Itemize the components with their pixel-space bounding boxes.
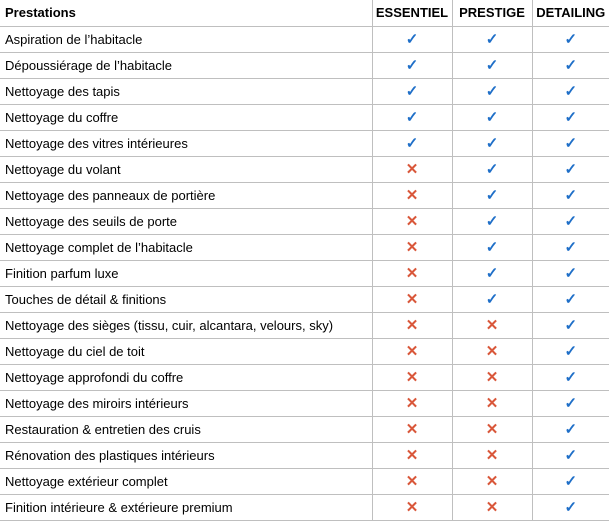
cell-essentiel: [372, 234, 452, 260]
service-label: Nettoyage du volant: [0, 156, 372, 182]
service-label: Nettoyage des sièges (tissu, cuir, alcantara, velours, sky): [0, 312, 372, 338]
cell-prestige: [452, 494, 532, 520]
table-row: [0, 104, 609, 130]
cell-prestige: [452, 364, 532, 390]
cell-detailing: [532, 442, 609, 468]
cell-prestige: [452, 78, 532, 104]
cell-prestige: [452, 104, 532, 130]
service-label: Restauration & entretien des cruis: [0, 416, 372, 442]
service-label: Nettoyage des panneaux de portière: [0, 182, 372, 208]
service-label: Nettoyage des miroirs intérieurs: [0, 390, 372, 416]
check-icon: ✓: [564, 265, 578, 282]
cell-detailing: [532, 130, 609, 156]
service-label: Dépoussiérage de l’habitacle: [0, 52, 372, 78]
service-label: Nettoyage du coffre: [0, 104, 372, 130]
table-row: [0, 416, 609, 442]
service-label: Nettoyage extérieur complet: [0, 468, 372, 494]
cell-essentiel: [372, 260, 452, 286]
cross-icon: ✕: [485, 369, 499, 386]
cross-icon: ✕: [405, 447, 419, 464]
cell-essentiel: [372, 26, 452, 52]
check-icon: ✓: [485, 265, 499, 282]
cell-prestige: [452, 312, 532, 338]
header-prestige: PRESTIGE: [452, 0, 532, 26]
cross-icon: ✕: [405, 239, 419, 256]
cell-essentiel: [372, 364, 452, 390]
check-icon: ✓: [485, 291, 499, 308]
cross-icon: ✕: [405, 395, 419, 412]
table-row: [0, 234, 609, 260]
cross-icon: ✕: [405, 369, 419, 386]
cell-essentiel: [372, 312, 452, 338]
table-body: [0, 26, 609, 520]
cell-prestige: [452, 338, 532, 364]
check-icon: ✓: [564, 135, 578, 152]
service-label: Finition parfum luxe: [0, 260, 372, 286]
cell-detailing: [532, 312, 609, 338]
check-icon: ✓: [564, 161, 578, 178]
cross-icon: ✕: [405, 291, 419, 308]
cell-prestige: [452, 26, 532, 52]
service-label: Nettoyage des seuils de porte: [0, 208, 372, 234]
cross-icon: ✕: [405, 421, 419, 438]
table-row: [0, 312, 609, 338]
cell-detailing: [532, 494, 609, 520]
cell-detailing: [532, 208, 609, 234]
check-icon: ✓: [564, 57, 578, 74]
cross-icon: ✕: [405, 187, 419, 204]
cross-icon: ✕: [405, 473, 419, 490]
header-essentiel: ESSENTIEL: [372, 0, 452, 26]
check-icon: ✓: [405, 31, 419, 48]
table-row: [0, 208, 609, 234]
cell-prestige: [452, 156, 532, 182]
check-icon: ✓: [564, 291, 578, 308]
cell-detailing: [532, 468, 609, 494]
table-row: [0, 26, 609, 52]
cross-icon: ✕: [405, 317, 419, 334]
check-icon: ✓: [564, 109, 578, 126]
table-row: [0, 494, 609, 520]
table-row: [0, 52, 609, 78]
service-label: Finition intérieure & extérieure premium: [0, 494, 372, 520]
header-prestations: Prestations: [0, 0, 372, 26]
cell-prestige: [452, 390, 532, 416]
cell-essentiel: [372, 104, 452, 130]
check-icon: ✓: [485, 83, 499, 100]
check-icon: ✓: [564, 369, 578, 386]
cell-essentiel: [372, 208, 452, 234]
cross-icon: ✕: [405, 499, 419, 516]
check-icon: ✓: [564, 421, 578, 438]
table-row: [0, 156, 609, 182]
check-icon: ✓: [485, 31, 499, 48]
cell-detailing: [532, 182, 609, 208]
table-row: [0, 442, 609, 468]
table-row: [0, 286, 609, 312]
cross-icon: ✕: [405, 343, 419, 360]
check-icon: ✓: [405, 135, 419, 152]
cell-detailing: [532, 416, 609, 442]
check-icon: ✓: [405, 57, 419, 74]
check-icon: ✓: [564, 499, 578, 516]
check-icon: ✓: [564, 317, 578, 334]
cell-detailing: [532, 390, 609, 416]
cell-detailing: [532, 234, 609, 260]
cross-icon: ✕: [485, 421, 499, 438]
cell-detailing: [532, 156, 609, 182]
cross-icon: ✕: [485, 395, 499, 412]
check-icon: ✓: [485, 135, 499, 152]
cell-detailing: [532, 338, 609, 364]
cross-icon: ✕: [405, 161, 419, 178]
cross-icon: ✕: [485, 317, 499, 334]
cell-detailing: [532, 260, 609, 286]
check-icon: ✓: [564, 239, 578, 256]
cell-prestige: [452, 260, 532, 286]
table-row: [0, 182, 609, 208]
table-row: [0, 364, 609, 390]
table-row: [0, 390, 609, 416]
header-row: [0, 0, 609, 26]
cell-detailing: [532, 104, 609, 130]
cell-prestige: [452, 130, 532, 156]
cross-icon: ✕: [405, 265, 419, 282]
check-icon: ✓: [564, 83, 578, 100]
cross-icon: ✕: [485, 499, 499, 516]
cell-essentiel: [372, 390, 452, 416]
table-row: [0, 260, 609, 286]
service-label: Nettoyage des tapis: [0, 78, 372, 104]
check-icon: ✓: [564, 187, 578, 204]
cell-prestige: [452, 416, 532, 442]
cell-essentiel: [372, 182, 452, 208]
check-icon: ✓: [485, 213, 499, 230]
check-icon: ✓: [485, 57, 499, 74]
service-label: Nettoyage approfondi du coffre: [0, 364, 372, 390]
check-icon: ✓: [405, 83, 419, 100]
cell-essentiel: [372, 286, 452, 312]
service-label: Nettoyage complet de l’habitacle: [0, 234, 372, 260]
service-label: Nettoyage des vitres intérieures: [0, 130, 372, 156]
check-icon: ✓: [405, 109, 419, 126]
cell-detailing: [532, 52, 609, 78]
cell-prestige: [452, 468, 532, 494]
cell-essentiel: [372, 156, 452, 182]
cross-icon: ✕: [405, 213, 419, 230]
cross-icon: ✕: [485, 473, 499, 490]
cell-essentiel: [372, 338, 452, 364]
check-icon: ✓: [564, 473, 578, 490]
cell-prestige: [452, 234, 532, 260]
header-detailing: DETAILING: [532, 0, 609, 26]
check-icon: ✓: [564, 31, 578, 48]
cell-prestige: [452, 208, 532, 234]
service-label: Touches de détail & finitions: [0, 286, 372, 312]
service-label: Nettoyage du ciel de toit: [0, 338, 372, 364]
cell-detailing: [532, 26, 609, 52]
cell-prestige: [452, 442, 532, 468]
cell-prestige: [452, 286, 532, 312]
check-icon: ✓: [485, 109, 499, 126]
check-icon: ✓: [564, 213, 578, 230]
service-label: Aspiration de l’habitacle: [0, 26, 372, 52]
cross-icon: ✕: [485, 447, 499, 464]
table-row: [0, 130, 609, 156]
cell-prestige: [452, 182, 532, 208]
table-row: [0, 78, 609, 104]
cell-essentiel: [372, 52, 452, 78]
table-row: [0, 468, 609, 494]
cell-essentiel: [372, 416, 452, 442]
cell-essentiel: [372, 130, 452, 156]
cell-detailing: [532, 78, 609, 104]
cell-prestige: [452, 52, 532, 78]
cell-detailing: [532, 364, 609, 390]
cell-detailing: [532, 286, 609, 312]
check-icon: ✓: [564, 395, 578, 412]
check-icon: ✓: [564, 447, 578, 464]
service-label: Rénovation des plastiques intérieurs: [0, 442, 372, 468]
cell-essentiel: [372, 78, 452, 104]
check-icon: ✓: [485, 161, 499, 178]
cell-essentiel: [372, 468, 452, 494]
cross-icon: ✕: [485, 343, 499, 360]
check-icon: ✓: [485, 239, 499, 256]
cell-essentiel: [372, 442, 452, 468]
check-icon: ✓: [485, 187, 499, 204]
table-row: [0, 338, 609, 364]
check-icon: ✓: [564, 343, 578, 360]
cell-essentiel: [372, 494, 452, 520]
